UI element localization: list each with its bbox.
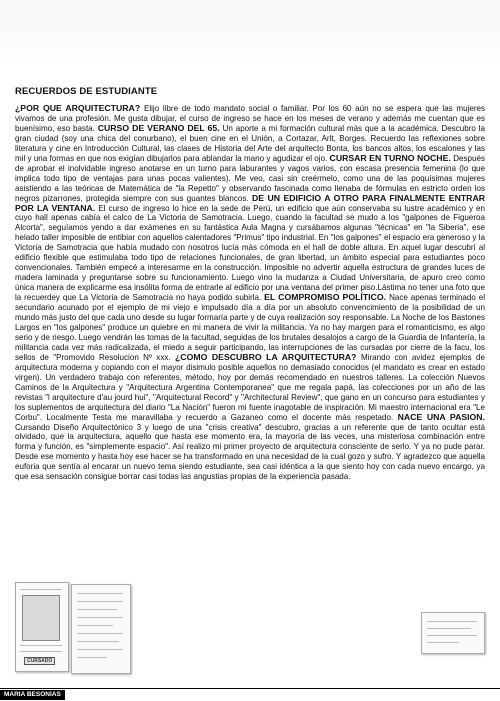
student-booklet-left: [15, 582, 69, 672]
section-heading: ¿POR QUE ARQUITECTURA?: [15, 104, 144, 113]
paragraph-text: Mirando con avidez ejemplos de arquitectura moderna y copiando con el mayor disimulo posible aquellos no demasiado conocidos (el mandato es crear en estado virgen). Un verdadero trabajo con referentes, método, hoy por demás recomendado en nuestros talleres. La colección Nuevos Caminos de la Arquitectura y "Arquitectura Argentina Contemporanea" que me regala papá, las colecciones por un año de las revistas "l arquitecture d'au jourd hui", "Arquitectural Record" y "Architectural Review", que gano en un concurso para estudiantes y los suplementos de arquitectura del diario "La Nación" fueron mi fuente inagotable de inspiración. Mi maestro internacional era "Le Corbu". Localmente Testa me maravillaba y recuerdo a Gazaneo como el docente más respetado.: [15, 352, 485, 422]
lower-section: [15, 582, 485, 687]
footer: [0, 688, 500, 701]
header-band: [0, 0, 500, 66]
paragraph-text: Un aporte a mi formación cultural más que a la académica. Descubro la gran ciudad (soy una chica del conurbano), el buen cine en el Unión, a Cortazar, Arlt, Borges. Recuerdo las reflexiones sobre literatura y cine en Introducción Cultural, las clases de Historia del Arte del arquitecto Bonta, los bancos altos, los escalones y las mil y una formas en que nos exigían dibujarlos para ablandar la mano y agudizar el ojo.: [15, 123, 485, 163]
paragraph-text: Elijo libre de todo mandato social o familiar. Por los 60 aún no se espera que las mujeres vivamos de una profesión. Me gusta dibujar, el curso de ingreso se hace en los meses de verano y además me cuentan que es buenísimo, eso basta.: [15, 104, 485, 133]
student-photo: [22, 595, 60, 641]
cursado-stamp: CURSADO: [24, 657, 55, 665]
section-heading: DE UN EDIFICIO A OTRO PARA FINALMENTE ENTRAR POR LA VENTANA.: [15, 192, 485, 213]
paragraph-text: Después de aprobar el inolvidable ingreso anotarse en un turno para laburantes y vagos varios, con escasa presencia femenina (lo que implica todo tipo de ventajas para unas pocas valientes). Me veo, casi sin creérmelo, como una de las poquísimas mujeres asistiendo a las teóricas de Matemática de "la Repetto" y observando fascinada como llenaba de fórmulas en estricto orden los negros pizarrones, protegida siempre con sus guantes blancos.: [15, 153, 485, 203]
paragraph-text: Cursando Diseño Arquitectónico 3 y luego de una "crisis creativa" descubro, gracias a un referente que de tanto ocultar está olvidado, que la arquitectura, aquello que hasta ese momento era, la mayoría de las veces, una misteriosa combinación entre forma y función, es "simplemente espacio". Así realizo mi primer proyecto de arquitectura consciente de serlo. Y ya no pude parar. Desde ese momento y hasta hoy ese hacer se ha transformado en una necesidad de la cual gozo y sufro. Y agradezco que aquella euforia que sentía al encarar un nuevo tema siendo estudiante, sea casi idéntica a la que siento hoy con cada nuevo encargo, ya que esa sensación consigue borrar casi todas las angustias propias de la experiencia pasada.: [15, 422, 485, 482]
section-heading: EL COMPROMISO POLÍTICO.: [264, 292, 390, 303]
section-heading: CURSAR EN TURNO NOCHE.: [329, 152, 454, 163]
article-body: [15, 104, 485, 582]
small-document: [421, 612, 485, 654]
paragraph-text: Nace apenas terminado el secundario acunado por el ejemplo de mi viejo e impulsado día a día por un absoluto convencimiento de la posibilidad de un mundo más justo del que cada uno desde su lugar formaría parte y de cuya realización soy responsable. La Noche de los Bastones Largos en "los galpones" produce un quiebre en mi manera de vivir la militancia. Ya no hay margen para el romanticismo, es algo serio y de riesgo. Luego vendrán las tomas de la facultad, seguidas de los brutales desalojos a cargo de la Guardia de Infantería, la militancia cada vez más radicalizada, el miedo a seguir participando, las interrupciones de las cursadas por cierre de la facu, los sellos de "Promovido Resolucion Nº xxx.: [15, 293, 485, 362]
section-heading: ¿COMO DESCUBRO LA ARQUITECTURA?: [175, 351, 362, 362]
section-heading: CURSO DE VERANO DEL 65.: [97, 122, 223, 133]
page-title: RECUERDOS DE ESTUDIANTE: [15, 86, 158, 97]
section-heading: NACE UNA PASION.: [397, 411, 485, 422]
author-name: MARIA BESONIAS: [0, 690, 65, 700]
student-booklet-right: [71, 584, 131, 674]
paragraph-text: El curso de ingreso lo hice en la sede de Perú, un edificio que aún conservaba su lustre académico y en cuyo hall apenas cabía el calco de La Victoria de Samotracia. Luego, cuando la facultad se mudo a los "galpones de Figueroa Alcorta", seguíamos yendo a dar exámenes en su fantástica Aula Magna y cursábamos algunas "técnicas" en "la Siberia", ese helado taller imposible de entibiar con aquellos calentadores "Primus" tipo industrial. En "los galpones" el espacio era generoso y la Victoria de Samotracia que había mudado con nosotros lucía más cómoda en el hall de doble altura. En aquel lugar descubrí al edificio flexible que estimulaba todo tipo de relaciones funcionales, de gran libertad, un ámbito especial para estudiantes poco convencionales. También empecé a interesarme en la construcción. Imposible no advertir aquella estructura de grandes luces de madera laminada y preguntarse sobre su funcionamiento. Luego vino la mudanza a Ciudad Universitaria, de apuro creo como única manera de explicarme esa insólita forma de entrarle al edificio por una ventana del primer piso.Lástima no tener una foto que la recuerdey que La Victoria de Samotracia no haya podido subirla.: [15, 203, 485, 303]
